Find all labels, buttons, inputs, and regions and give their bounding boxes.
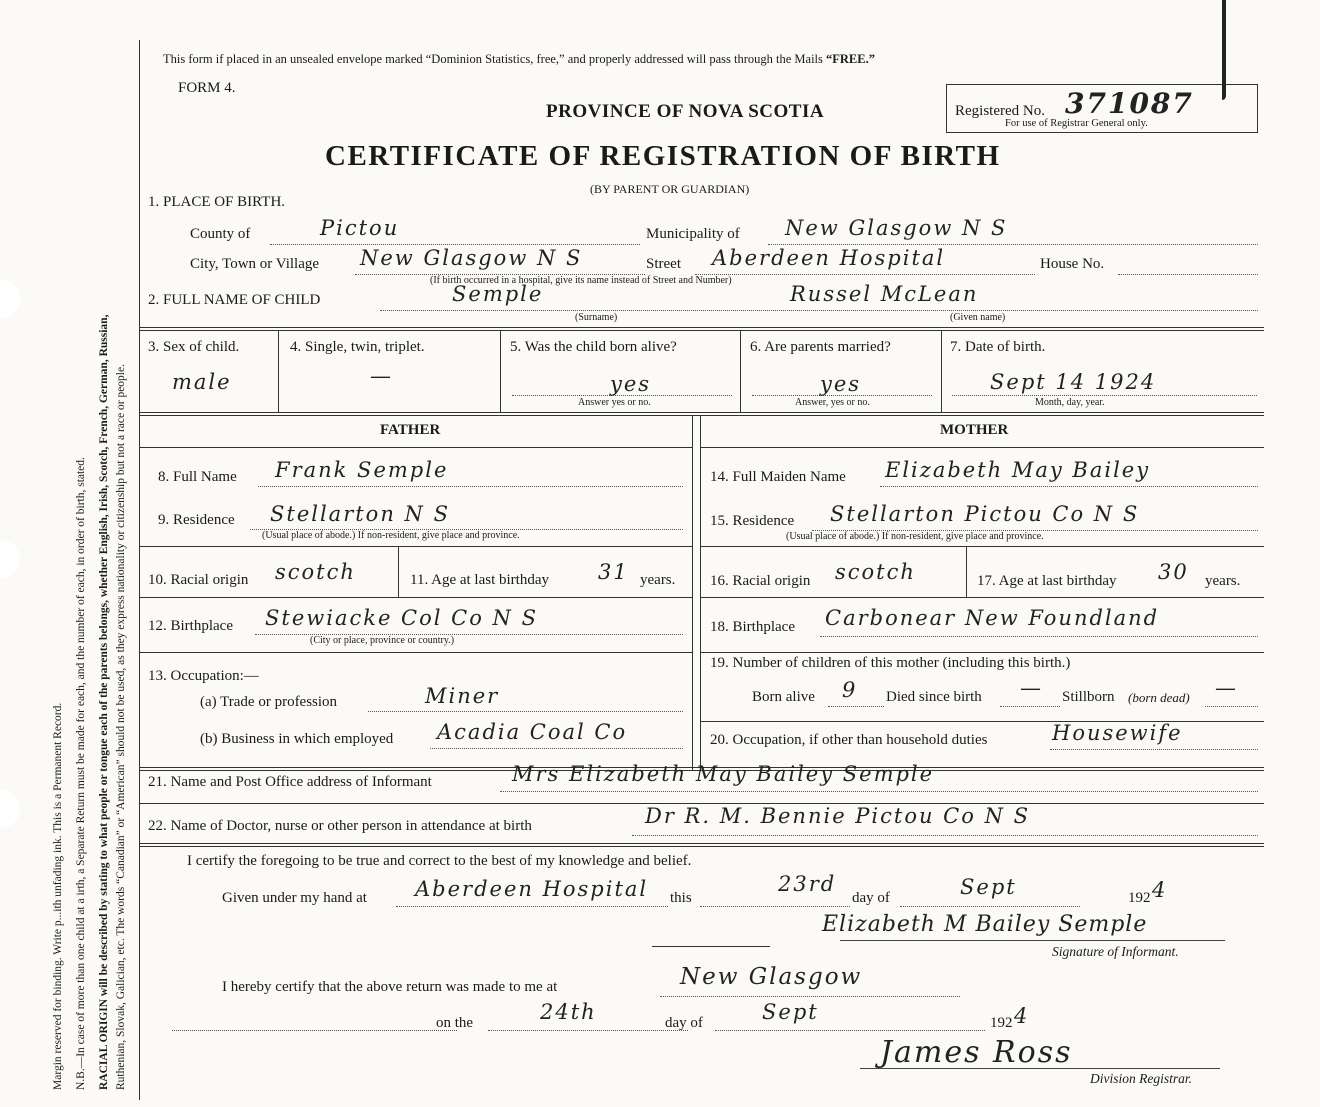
divider: [652, 946, 770, 947]
side-note-multiple-births: N.B.—In case of more than one child at a irth, a Separate Return must be made for each, and the number of each, in order of birth, stated.: [75, 457, 87, 1090]
certification-day: 23rd: [778, 872, 837, 896]
municipality-value: New Glasgow N S: [785, 216, 1008, 240]
born-alive-label: 5. Was the child born alive?: [510, 339, 677, 355]
mother-heading: MOTHER: [940, 422, 1009, 438]
reg-day-of-label: day of: [665, 1015, 703, 1031]
certificate-title: CERTIFICATE OF REGISTRATION OF BIRTH: [325, 140, 1001, 172]
binding-hole: [0, 540, 20, 578]
stillborn-count: —: [1215, 676, 1238, 700]
registered-box: [946, 84, 1258, 133]
father-residence-caption: (Usual place of abode.) If non-resident, give place and province.: [262, 530, 520, 541]
municipality-label: Municipality of: [646, 226, 740, 242]
father-racial-origin: scotch: [275, 560, 356, 584]
sex-value: male: [172, 370, 232, 394]
mother-birthplace-label: 18. Birthplace: [710, 619, 795, 635]
mother-age: 30: [1158, 560, 1189, 584]
children-label: 19. Number of children of this mother (including this birth.): [710, 655, 1071, 671]
registered-stroke: [1222, 0, 1226, 100]
registrar-caption: Division Registrar.: [1090, 1071, 1193, 1086]
given-caption: (Given name): [950, 312, 1006, 323]
margin-rule: [139, 40, 140, 1100]
father-birthplace: Stewiacke Col Co N S: [265, 606, 538, 630]
city-label: City, Town or Village: [190, 256, 320, 272]
informant-label: 21. Name and Post Office address of Informant: [148, 774, 432, 790]
doctor-label: 22. Name of Doctor, nurse or other person in attendance at birth: [148, 818, 532, 834]
registered-number: 371087: [1065, 87, 1194, 120]
mother-age-label: 17. Age at last birthday: [977, 573, 1117, 589]
father-age-label: 11. Age at last birthday: [410, 572, 549, 588]
business-label: (b) Business in which employed: [200, 731, 394, 747]
mother-racial-label: 16. Racial origin: [710, 573, 811, 589]
mother-maiden-name: Elizabeth May Bailey: [885, 458, 1151, 482]
street-value: Aberdeen Hospital: [712, 246, 946, 270]
mother-age-suffix: years.: [1205, 573, 1241, 589]
father-racial-label: 10. Racial origin: [148, 572, 249, 588]
died-since-birth-label: Died since birth: [886, 689, 982, 705]
mother-residence-caption: (Usual place of abode.) If non-resident, give place and province.: [786, 531, 1044, 542]
binding-hole: [0, 790, 20, 828]
parents-married-caption: Answer, yes or no.: [795, 397, 870, 408]
business-value: Acadia Coal Co: [437, 720, 628, 744]
father-occupation-label: 13. Occupation:—: [148, 668, 259, 684]
child-name-label: 2. FULL NAME OF CHILD: [148, 292, 321, 308]
registration-month: Sept: [762, 1000, 819, 1024]
mother-occupation-label: 20. Occupation, if other than household duties: [710, 732, 988, 748]
side-note-racial-origin-1: RACIAL ORIGIN will be described by stating to what people or tongue each of the parents belongs, whether English, Irish, Scotch, French, German, Russian,: [98, 314, 110, 1090]
county-value: Pictou: [320, 216, 400, 240]
registrar-signature: James Ross: [880, 1035, 1073, 1070]
registration-year-suffix: 4: [1014, 1004, 1030, 1028]
child-surname: Semple: [452, 282, 544, 306]
side-note-racial-origin-2: Ruthenian, Slovak, Galician, etc. The words “Canadian” or “American” should not be used, as they express nationality or citizenship but not a race or people.: [115, 364, 127, 1090]
trade-label: (a) Trade or profession: [200, 694, 338, 710]
this-label: this: [670, 890, 692, 906]
day-of-label: day of: [852, 890, 890, 906]
informant-value: Mrs Elizabeth May Bailey Semple: [512, 762, 935, 786]
father-name: Frank Semple: [275, 458, 449, 482]
registrar-statement: I hereby certify that the above return was made to me at: [222, 979, 558, 995]
parents-married-label: 6. Are parents married?: [750, 339, 891, 355]
father-heading: FATHER: [380, 422, 441, 438]
binding-hole: [0, 280, 20, 318]
form-number: FORM 4.: [178, 80, 236, 96]
informant-signature: Elizabeth M Bailey Semple: [822, 912, 1148, 937]
stillborn-note: (born dead): [1128, 690, 1190, 705]
city-value: New Glasgow N S: [360, 246, 583, 270]
registration-year-prefix: 192: [990, 1015, 1013, 1031]
street-label: Street: [646, 256, 681, 272]
informant-signature-caption: Signature of Informant.: [1052, 944, 1179, 959]
father-birthplace-label: 12. Birthplace: [148, 618, 233, 634]
certification-year-prefix: 192: [1128, 890, 1151, 906]
county-label: County of: [190, 226, 251, 242]
father-residence-label: 9. Residence: [158, 512, 235, 528]
mother-occupation: Housewife: [1052, 721, 1183, 745]
father-name-label: 8. Full Name: [158, 469, 237, 485]
place-of-birth-label: 1. PLACE OF BIRTH.: [148, 194, 286, 210]
mail-note: This form if placed in an unsealed envelope marked “Dominion Statistics, free,” and properly addressed will pass through the Mails “FREE.”: [163, 52, 875, 66]
father-residence: Stellarton N S: [270, 502, 450, 526]
plurality-label: 4. Single, twin, triplet.: [290, 339, 425, 355]
mother-residence-label: 15. Residence: [710, 513, 795, 529]
mother-birthplace: Carbonear New Foundland: [825, 606, 1160, 630]
doctor-value: Dr R. M. Bennie Pictou Co N S: [645, 804, 1031, 828]
plurality-value: —: [370, 364, 393, 388]
stillborn-label: Stillborn: [1062, 689, 1115, 705]
father-birthplace-caption: (City or place, province or country.): [310, 635, 455, 646]
sex-label: 3. Sex of child.: [148, 339, 240, 355]
certificate-subtitle: (BY PARENT OR GUARDIAN): [590, 182, 750, 196]
on-the-label: on the: [436, 1015, 474, 1031]
died-since-birth-count: —: [1020, 676, 1043, 700]
mother-racial-origin: scotch: [835, 560, 916, 584]
certification-statement: I certify the foregoing to be true and correct to the best of my knowledge and belief.: [187, 853, 692, 869]
father-age: 31: [598, 560, 629, 584]
dob-value: Sept 14 1924: [990, 370, 1157, 394]
registrar-note: For use of Registrar General only.: [1005, 118, 1148, 129]
given-under-hand-label: Given under my hand at: [222, 890, 367, 906]
born-alive-value: yes: [610, 372, 652, 396]
born-alive-caption: Answer yes or no.: [578, 397, 651, 408]
born-alive-count: 9: [842, 678, 858, 702]
registrar-place: New Glasgow: [680, 964, 863, 990]
surname-caption: (Surname): [575, 312, 618, 323]
father-age-suffix: years.: [640, 572, 676, 588]
house-label: House No.: [1040, 256, 1105, 272]
mother-name-label: 14. Full Maiden Name: [710, 469, 846, 485]
certification-month: Sept: [960, 875, 1017, 899]
hospital-note: (If birth occurred in a hospital, give its name instead of Street and Number): [430, 275, 732, 286]
mother-residence: Stellarton Pictou Co N S: [830, 502, 1140, 526]
dob-caption: Month, day, year.: [1035, 397, 1105, 408]
registration-day: 24th: [540, 1000, 597, 1024]
given-place: Aberdeen Hospital: [415, 877, 649, 901]
born-alive-count-label: Born alive: [752, 689, 815, 705]
registered-label: Registered No.: [955, 103, 1045, 119]
dob-label: 7. Date of birth.: [950, 339, 1046, 355]
child-given-name: Russel McLean: [790, 282, 979, 306]
certification-year-suffix: 4: [1152, 878, 1168, 902]
parents-married-value: yes: [820, 372, 862, 396]
province-heading: PROVINCE OF NOVA SCOTIA: [546, 101, 825, 122]
trade-value: Miner: [425, 684, 500, 708]
side-note-binding: Margin reserved for binding. Write p...ith unfading ink. This is a Permanent Record.: [52, 702, 64, 1090]
